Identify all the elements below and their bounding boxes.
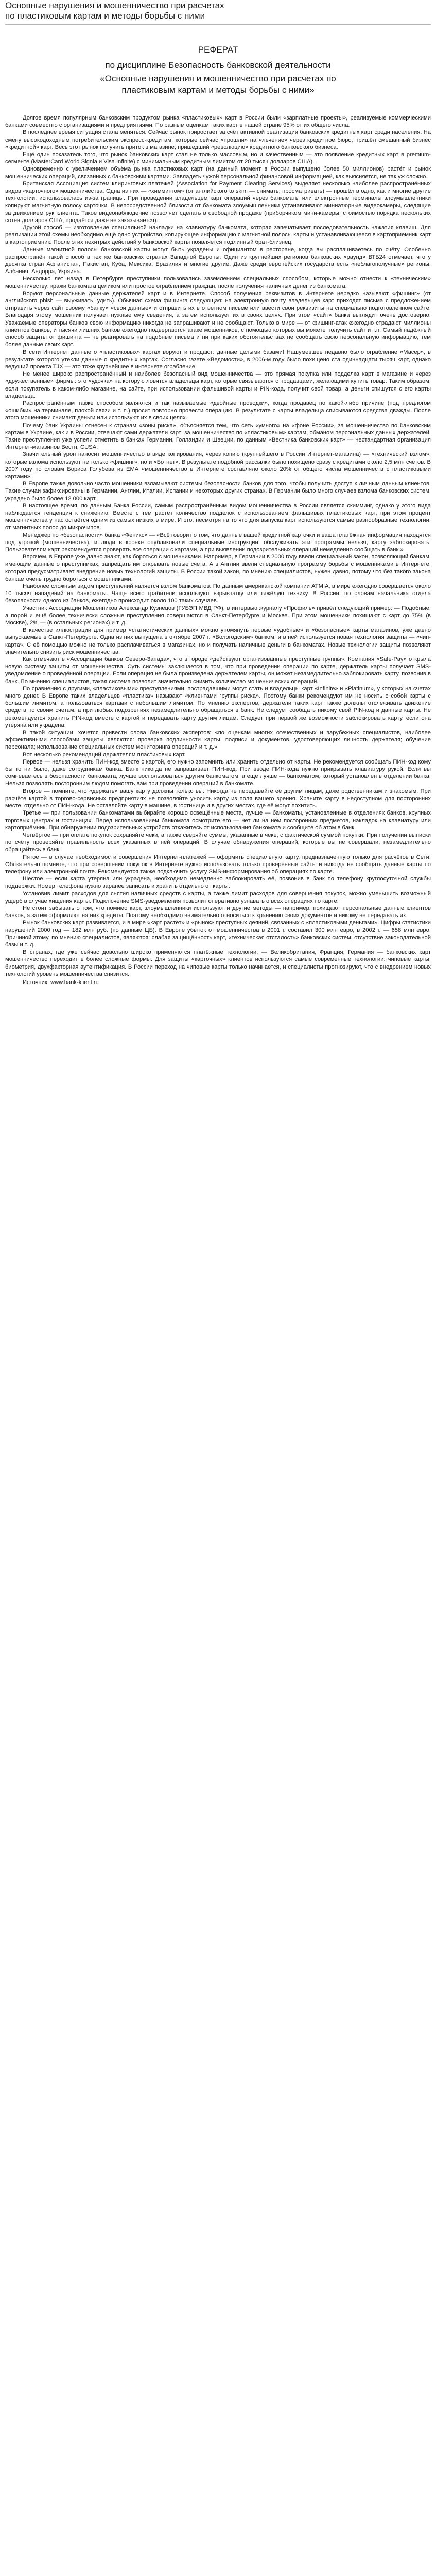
body-paragraph: Распространённым также способом являются и так называемые «двойные проводки», когда продавец по какой-либо причине (под предлогом «ошибки» на терминале, плохой связи и т. п.) просит повторно провести операцию. В результате с карты владельца списываются средства дважды. После этого мошенники снимают деньги или используют их в своих целях.	[5, 400, 431, 421]
body-paragraph: Воруют персональные данные держателей карт и в Интернете. Способ получения реквизитов в Интернете нередко называют «фишинг» (от английского phish — выуживать, удить). Обычная схема фишинга следующая: на электронную почту владельцев карт приходят письма с предложением отправить через сайт своему «банку» «свои данные» и отправить их в ответном письме или ввести свои реквизиты на специально подготовленном сайте. Благодаря этому мошенник получает нужные ему сведения, а затем использует их в своих целях. При этом «сайт» банка выглядит очень достоверно. Уважаемые операторы банков свою информацию никогда не запрашивают и не сообщают. Только в мире — от фишинг-атак ежегодно страдают миллионы клиентов банков, и тысячи лишних банков ежегодно подвергаются атаке мошенников, с помощью которых вы можете получить сайт и т.п. Самый надёжный способ защиты от фишинга — не реагировать на подобные письма и ни при каких обстоятельствах не сообщать свою персональную информацию, тем более данные своих карт.	[5, 290, 431, 348]
body-paragraph: В такой ситуации, хочется привести слова банковских экспертов: «по оценкам многих отечественных и зарубежных специалистов, наиболее эффективными способами защиты являются: проверка подлинности карты, подписи и документов, удостоверяющих личность держателя; обучение персонала; использование специальных систем мониторинга операций и т. д.»	[5, 730, 431, 751]
body-paragraph: В странах, где уже сейчас довольно широко применяются платёжные технологии, — Великобритания, Франция, Германия — банковских карт мошенничество переходит в более сложные формы. Для защиты «карточных» клиентов используются самые современные технологии: чиповые карты, биометрия, двухфакторная аутентификация. В России переход на чиповые карты только начинается, и специалисты прогнозируют, что с внедрением новых технологий уровень мошенничества снизится.	[5, 949, 431, 977]
body-paragraph: Как отмечают в «Ассоциации банков Северо-Запада», что в городе «действуют организованные преступные группы». Компания «Safe-Pay» открыла новую систему защиты от мошенничества. Суть системы заключается в том, что при проведении операции по карте, держатель карты получает SMS-уведомление о проведённой операции. Если операция не была произведена держателем карты, он может незамедлительно заблокировать карту, позвонив в банк. По мнению специалистов, такая система позволит значительно снизить количество мошеннических операций.	[5, 656, 431, 685]
body-paragraph: Рынок банковских карт развивается, и в мире «карт растёт» и «рынок» преступных деяний, связанных с «пластиковыми деньгами». Цифры статистики нарушений 2000 год — 182 млн руб. (по данным ЦБ). В Европе убыток от мошенничества в 2001 г. составил 300 млн евро, в 2002 г. — 658 млн евро. Причиной этому, по мнению специалистов, являются: слабая защищённость карт, «техническая отсталость» банковских систем, отсутствие законодательной базы и т. д.	[5, 920, 431, 948]
body-paragraph: Третье — при пользовании банкоматами выбирайте хорошо освещённые места, лучше — банкоматы, установленные в отделениях банков, крупных торговых центрах и гостиницах. Перед использованием банкомата осмотрите его — нет ли на нём посторонних предметов, накладок на клавиатуру или картоприёмник. При обнаружении подозрительных устройств откажитесь от использования банкомата и сообщите об этом в банк.	[5, 810, 431, 831]
body-paragraph: Другой способ — изготовление специальной накладки на клавиатуру банкомата, которая запечатывает последовательность нажатия клавиш. Для реализации этой схемы необходимо ещё одно устройство, копирующее информацию с магнитной полосы карты и устанавливающееся в картоприемник карт в картоприемник. После этих нехитрых действий у банковской карты появляется подлинный брат-близнец.	[5, 225, 431, 246]
body-paragraph: Данные магнитной полосы банковской карты могут быть украдены и официантом в ресторане, когда вы расплачиваетесь по счёту. Особенно распространён такой способ в тех же банковских странах Западной Европы. Один из крупнейших регионов банковских «раунд» ВТБ24 отмечает, что у десятка стран Афганистан, Пакистан, Куба, Мексика, Бразилия и многие другие. Даже среди европейских государств есть «неблагополучные» регионы: Албания, Андорра, Украина.	[5, 246, 431, 275]
body-paragraph: Четвёртое — при оплате покупок сохраняйте чеки, а также сверяйте суммы, указанные в чеке, с фактической суммой покупки. При получении выписки по счёту проверяйте правильность всех указанных в ней операций. В случае обнаружения операций, которые вы не совершали, незамедлительно обращайтесь в банк.	[5, 832, 431, 853]
body-paragraph: В последнее время ситуация стала меняться. Сейчас рынок приростает за счёт активной реализации банковских кредитных карт среди населения. На смену высокодоходным потребительским экспресс-кредитам, которые сейчас «прошли» на «лечение» через кредитное бюро, пришёл смешанный бизнес «кредитной» карт. Весь этот рынок получить приток в магазине, пришедший «революцию» кредитного банковского бизнеса.	[5, 129, 431, 150]
document-page	[0, 1, 436, 986]
body-paragraph: Установив лимит расходов для снятия наличных средств с карты, а также лимит расходов для совершения покупок, можно уменьшить возможный ущерб в случае хищения карты. Подключение SMS-уведомления позволит оперативно узнавать о всех операциях по карте.	[5, 890, 431, 904]
body-paragraph: Участник Ассоциации Мошенников Александр Кузнецов (ГУБЭП МВД РФ), в интервью журналу «Профиль» привёл следующий пример: — Подобные, а порой и ещё более технически сложные преступления совершаются в Санкт-Петербурге и Москве. При этом мошенники похищают с карт до 75% (в Москве), 2% — (в остальных регионах) и т. д.	[5, 605, 431, 626]
body-paragraph: В сети Интернет данные о «пластиковых» картах воруют и продают: данные целыми базами! Нашумевшее недавно было ограбление «Масер», в результате которого утекли данные о кредитных картах. Согласно газете «Ведомости», в 2006-м году было похищено ста одиннадцати тысяч карт, однако ведущий проекта TJX — это тоже крупнейшее в интернете ограбление.	[5, 349, 431, 370]
body-paragraph: Значительный урон наносит мошенничество в виде копирования, через копию (крупнейшего в России Интернет-магазина) — «технический взлом», которые взлома используют не только «фишинг», но и «Ботнет». В результате подобной рассылки было похищено сразу с кредитами около 2,5 млн счетов. В 2007 году по словам Бориса Голубева из ЕМА «мошенничество в Интернете составляло около 20% от общего числа мошенничеств с пластиковыми картами».	[5, 451, 431, 480]
body-paragraph: Второе — помните, что «держать» вашу карту должны только вы. Никогда не передавайте её другим лицам, даже родственникам и знакомым. При расчёте картой в торгово-сервисных предприятиях не позволяйте уносить карту из поля вашего зрения. Храните карту в недоступном для посторонних месте, отдельно от ПИН-кода. Не оставляйте карту в машине, в гостинице и в других местах, где её могут похитить.	[5, 788, 431, 809]
body-paragraph: Одновременно с увеличением объёма рынка пластиковых карт (на данный момент в России выпущено более 50 миллионов) растёт и рынок мошеннических операций, связанных с банковскими картами. Завладеть чужой персональной финансовой информацией, как выясняется, не так уж сложно.	[5, 166, 431, 180]
cover-discipline: по дисциплине Безопасность банковской деятельности	[105, 60, 331, 70]
source-label: Источник:	[23, 979, 49, 986]
body-paragraph: Впрочем, в Европе уже давно знают, как бороться с мошенниками. Например, в Германии в 2000 году ввели специальный закон, позволяющий банкам, имеющим данные о преступниках, запрещать им открывать новые счета. А в Англии ввели специальную программу борьбы с мошенниками в Интернете, которая предусматривает внедрение новых технологий защиты. В России такой закон, по мнению специалистов, нужен давно, потому что без такого закона банкам очень трудно бороться с мошенниками.	[5, 554, 431, 582]
source-line	[5, 979, 431, 986]
source-url: www.bank-klient.ru	[50, 979, 99, 986]
cover-label: РЕФЕРАТ	[198, 45, 238, 55]
body-paragraph: В Европе также довольно часто мошенники взламывают системы безопасности банков для того, чтобы получить доступ к личным данным клиентов. Такие случаи зафиксированы в Германии, Англии, Италии, Испании и некоторых других странах. В Германии было много случаев взлома банковских систем, украдено было более 12 000 карт.	[5, 481, 431, 502]
body-paragraph: В настоящее время, по данным Банка России, самым распространённым видом мошенничества в России является скимминг, однако у этого вида наблюдается тенденция к снижению. Вместе с тем растёт количество подделок с использованием фальшивых пластиковых карт, при этом процент мошенничества у нас остаётся одним из самых низких в мире. И это, несмотря на то что для выпуска карт используются самые разнообразные технологии: от магнитных полос до микрочипов.	[5, 502, 431, 531]
body-paragraph: Не менее широко распространённый и наиболее безопасный вид мошенничества — это прямая покупка или подделка карт в магазине и через «дружественные» фирмы: это «удочка» на которую ловятся владельцы карт, которые связываются с продавцами, желающими купить товар. Таким образом, если покупатель в каком-либо магазине, на сайте, при использовании фальшивой карты и PIN-кода, получит свой товар, а деньги спишутся с его карты владельца.	[5, 371, 431, 399]
cover-block	[5, 44, 431, 96]
body-paragraph: Пятое — в случае необходимости совершения Интернет-платежей — оформить специальную карту, предназначенную только для расчётов в Сети. Обязательно помните, что при совершении покупок в Интернете нужно использовать только проверенные сайты и никогда не сообщать данные карты по телефону или электронной почте. Рекомендуется также подключить услугу SMS-информирования об операциях по карте.	[5, 854, 431, 875]
body-text	[5, 114, 431, 978]
body-paragraph: По сравнению с другими, «пластиковыми» преступлениями, пострадавшими могут стать и владельцы карт «Infinite» и «Platinum», у которых на счетах много денег. В Европе таких владельцев «пластика» называют «клиентами группы риска». Поэтому банки рекомендуют им не носить с собой карты с большим лимитом, а пользоваться картами с небольшим лимитом. По мнению экспертов, держатели таких карт также должны отслеживать движение средств по своим счетам, а при любых подозрениях незамедлительно обращаться в банк. Не следует сообщать никому свой PIN-код и данные карты. Не рекомендуется хранить PIN-код вместе с картой и передавать карту другим лицам. Следует при первой же возможности заблокировать карту, если она утеряна или украдена.	[5, 685, 431, 728]
body-paragraph: Шестое — если карта утеряна или украдена, необходимо немедленно заблокировать её, позвонив в банк по телефону круглосуточной службы поддержки. Номер телефона нужно заранее записать и хранить отдельно от карты.	[5, 876, 431, 890]
body-paragraph: Вот несколько рекомендаций держателям пластиковых карт.	[23, 751, 186, 758]
document-title: Основные нарушения и мошенничество при расчетах по пластиковым картам и методы борьбы с ними	[5, 1, 224, 21]
title-divider	[5, 24, 431, 25]
body-paragraph: Британская Ассоциация систем клиринговых платежей (Association for Payment Clearing Services) выделяет несколько наиболее распространённых видов «карточного» мошенничества. Одна из них — «химмингом» (от английского to skim — снимать, просматривать) — прошёл в одно, как и многие другие технологии, использовалась из-за границы. При проведении владельцем карт операций через банкоматы или электронные терминалы злоумышленники копируют магнитную полосу карточки. В непосредственной близости от банкомата злоумышленники устанавливают миниатюрные видеокамеры, следящие за движением рук клиента. Такое видеонаблюдение позволяет сделать в свободной продаже (приборчиком мини-камеры, стоимостью порядка нескольких сотен долларов США, продаётся даже не заказывается).	[5, 180, 431, 224]
body-paragraph: Долгое время популярным банковским продуктом рынка «пластиковых» карт в России были «зарплатные проекты», реализуемые коммерческими банками совместно с организациями и предприятиями. По разным оценкам таких карт в нашей стране 95% от их общего числа.	[5, 115, 431, 129]
body-paragraph: Почему банк Украины отнесен к странам «зоны риска», объясняется тем, что сеть «умного» на «фоне России», за мошенничество по банковским картам в Украине, как и в России, отвечают сами держатели карт: за мошенничество по «пластиковым» картам, обманом персональных данных держателей. Такие преступления уже успели отметить в банках Германии, Голландии и Швеции, по данным «Вестника банковских карт» — нестандартная организация Интернет-магазинов Вестн, CUSA.	[5, 422, 431, 451]
body-paragraph: В качестве иллюстрации для пример «статистических данных» можно упомянуть первые «удобные» и «безопасные» карты магазинов, уже давно выпускаемые в Санкт-Петербурге. Одна из них выпущена в октябре 2007 г. «Вологодским» банком, и в ней используется новая технология защиты — «чип-карта». С её помощью можно не только расплачиваться в магазинах, но и получать наличные деньги в банкоматах. Новые технологии защиты позволяют значительно снизить риск мошенничества.	[5, 627, 431, 655]
body-paragraph: Ещё один показатель того, что рынок банковских карт стал не только массовым, но и качественным — это появление кредитных карт в premium-сегменте (MasterCard World Signia и Visa Infinite) с минимальным кредитным лимитом от 20 тысяч долларов США).	[5, 151, 431, 165]
body-paragraph: Не стоит забывать о том, что помимо карт, злоумышленники используют и другие методы — например, похищают персональные данные клиентов банков, а затем оформляют на них кредиты. Поэтому необходимо внимательно относиться к хранению своих документов и никому не передавать их.	[5, 905, 431, 919]
body-paragraph: Наиболее сложным видом преступлений является взлом банкоматов. По данным американской компании ATMIA, в мире ежегодно совершается около 10 тысяч нападений на банкоматы. Чаще всего грабители используют взрывчатку или тяжёлую технику. В России, по словам начальника отдела безопасности одного из банков, ежегодно происходит около 100 таких случаев.	[5, 583, 431, 604]
body-paragraph: Первое — нельзя хранить ПИН-код вместе с картой, его нужно запомнить или хранить отдельно от карты. Не рекомендуется сообщать ПИН-код кому бы то ни было, даже сотрудникам банка. Банк никогда не запрашивает ПИН-код. При вводе ПИН-кода нужно прикрывать клавиатуру рукой. Если вы сомневаетесь в безопасности банкомата, лучше воспользоваться другим банкоматом, а ещё лучше — банкоматом, который установлен в отделении банка. Нельзя позволять посторонним людям помогать вам при проведении операций в банкомате.	[5, 758, 431, 787]
body-paragraph: Менеджер по «безопасности» банка «Феникс» — «Всё говорит о том, что данные вашей кредитной карточки и ваша платёжная информация находятся под угрозой (мошенничества), и люди в кронке опубликовали специальные инструкции: обслуживать эти программы нельзя, карту заблокировать. Пользователям карт рекомендуется проверять все операции с картами, а при выявлении подозрительных операций немедленно сообщать в банк.»	[5, 532, 431, 553]
body-paragraph: Несколько лет назад в Петербурге преступники пользовались заземлением специальных способом, которые можно отнести к «техническим» мошенничеству: кражи банкомата целиком или простое ограблением граждан, после получения наличных денег из банкомата.	[5, 276, 431, 290]
cover-topic: «Основные нарушения и мошенничество при расчетах по пластиковым картам и методы борьбы с ними»	[100, 74, 336, 95]
